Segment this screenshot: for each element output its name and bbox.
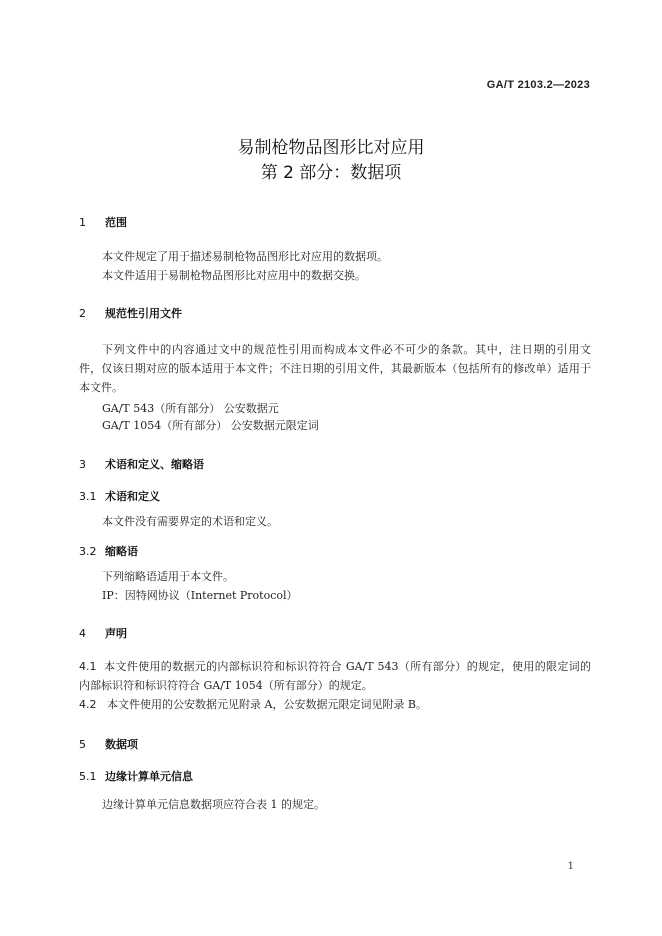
clause-text: 本文件使用的公安数据元见附录 A，公安数据元限定词见附录 B。 xyxy=(107,698,428,711)
section-1-heading xyxy=(79,214,127,230)
section-5-1-paragraph: 边缘计算单元信息数据项应符合表 1 的规定。 xyxy=(102,798,325,811)
clause-text: 本文件使用的数据元的内部标识符和标识符符合 GA/T 543（所有部分）的规定，使用的限定词的 xyxy=(104,660,591,673)
section-number: 1 xyxy=(79,216,86,229)
page-number: 1 xyxy=(567,861,574,872)
section-1-paragraph-2: 本文件适用于易制枪物品图形比对应用中的数据交换。 xyxy=(102,269,366,282)
section-number: 3.2 xyxy=(79,545,97,558)
section-number: 2 xyxy=(79,307,86,320)
section-number: 4 xyxy=(79,627,86,640)
section-title: 术语和定义、缩略语 xyxy=(105,458,204,471)
section-number: 5 xyxy=(79,738,86,751)
section-3-2-paragraph-1: 下列缩略语适用于本文件。 xyxy=(102,570,234,583)
standard-code: GA/T 2103.2—2023 xyxy=(486,79,590,91)
section-3-1-heading xyxy=(79,488,160,504)
document-title-line2: 第 2 部分：数据项 xyxy=(260,163,402,183)
section-title: 声明 xyxy=(105,627,127,640)
section-number: 3 xyxy=(79,458,86,471)
clause-4-1-line-2: 内部标识符和标识符符合 GA/T 1054（所有部分）的规定。 xyxy=(79,679,373,692)
section-2-paragraph-line-1: 下列文件中的内容通过文中的规范性引用而构成本文件必不可少的条款。其中，注日期的引用文 xyxy=(102,343,591,356)
section-2-paragraph-line-2: 件，仅该日期对应的版本适用于本文件；不注日期的引用文件，其最新版本（包括所有的修改单）适用于 xyxy=(79,362,591,375)
section-2-paragraph-line-3: 本文件。 xyxy=(79,381,123,394)
section-number: 3.1 xyxy=(79,490,97,503)
section-3-heading xyxy=(79,456,204,472)
section-title: 边缘计算单元信息 xyxy=(105,770,193,783)
section-5-1-heading xyxy=(79,768,193,784)
section-title: 术语和定义 xyxy=(105,490,160,503)
normative-reference-1: GA/T 543（所有部分） 公安数据元 xyxy=(102,402,279,415)
section-4-heading xyxy=(79,625,127,641)
section-3-2-heading xyxy=(79,543,138,559)
clause-number: 4.2 xyxy=(79,698,97,711)
section-title: 缩略语 xyxy=(105,545,138,558)
normative-reference-2: GA/T 1054（所有部分） 公安数据元限定词 xyxy=(102,419,319,432)
section-2-heading xyxy=(79,305,182,321)
section-3-2-abbreviation-ip: IP：因特网协议（Internet Protocol） xyxy=(102,589,298,602)
section-title: 范围 xyxy=(105,216,127,229)
section-title: 数据项 xyxy=(105,738,138,751)
section-5-heading xyxy=(79,736,138,752)
clause-4-1-line-1 xyxy=(79,657,591,676)
clause-4-2 xyxy=(79,695,591,714)
section-1-paragraph-1: 本文件规定了用于描述易制枪物品图形比对应用的数据项。 xyxy=(102,250,388,263)
section-3-1-paragraph: 本文件没有需要界定的术语和定义。 xyxy=(102,515,278,528)
section-number: 5.1 xyxy=(79,770,97,783)
clause-number: 4.1 xyxy=(79,660,97,673)
section-title: 规范性引用文件 xyxy=(105,307,182,320)
document-title-line1: 易制枪物品图形比对应用 xyxy=(237,138,425,158)
